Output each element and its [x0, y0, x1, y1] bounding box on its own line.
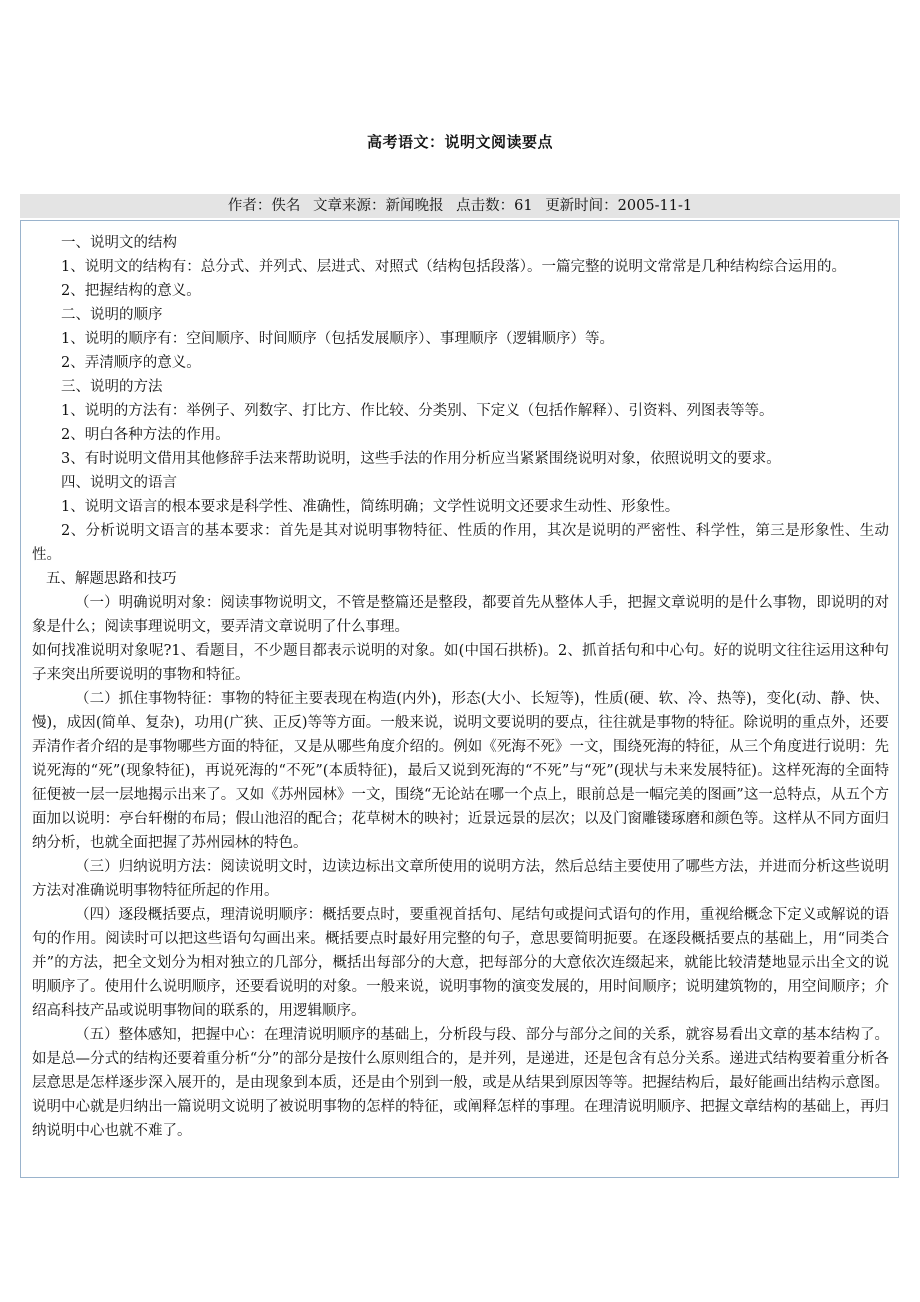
paragraph: （三）归纳说明方法：阅读说明文时，边读边标出文章所使用的说明方法，然后总结主要使用了哪些方法，并进而分析这些说明方法对准确说明事物特征所起的作用。 — [32, 859, 889, 899]
article-meta-bar — [20, 194, 900, 218]
paragraph: （五）整体感知，把握中心：在理清说明顺序的基础上，分析段与段、部分与部分之间的关系，就容易看出文章的基本结构了。如是总—分式的结构还要着重分析“分”的部分是按什么原则组合的，是并列，是递进，还是包含有总分关系。递进式结构要着重分析各层意思是怎样逐步深入展开的，是由现象到本质，还是由个别到一般，或是从结果到原因等等。把握结构后，最好能画出结构示意图。说明中心就是归纳出一篇说明文说明了被说明事物的怎样的特征，或阐释怎样的事理。在理清说明顺序、把握文章结构的基础上，再归纳说明中心也就不难了。 — [32, 1027, 889, 1139]
heading-structure: 一、说明文的结构 — [61, 235, 177, 251]
paragraph: 2、弄清顺序的意义。 — [61, 355, 201, 371]
heading-methods: 三、说明的方法 — [61, 379, 163, 395]
heading-language: 四、说明文的语言 — [61, 475, 177, 491]
meta-updated: 更新时间：2005-11-1 — [545, 198, 693, 214]
heading-techniques: 五、解题思路和技巧 — [46, 571, 177, 587]
heading-order: 二、说明的顺序 — [61, 307, 163, 323]
paragraph: 2、把握结构的意义。 — [61, 283, 201, 299]
paragraph: （二）抓住事物特征：事物的特征主要表现在构造(内外)，形态(大小、长短等)，性质(硬、软、冷、热等)，变化(动、静、快、慢)，成因(简单、复杂)，功用(广狭、正反)等等方面。一般来说，说明文要说明的要点，往往就是事物的特征。除说明的重点外，还要弄清作者介绍的是事物哪些方面的特征，又是从哪些角度介绍的。例如《死海不死》一文，围绕死海的特征，从三个角度进行说明：先说死海的“死”(现象特征)，再说死海的“不死”(本质特征)，最后又说到死海的“不死”与“死”(现状与未来发展特征)。这样死海的全面特征便被一层一层地揭示出来了。又如《苏州园林》一文，围绕“无论站在哪一个点上，眼前总是一幅完美的图画”这一总特点，从五个方面加以说明：亭台轩榭的布局；假山池沼的配合；花草树木的映衬；近景远景的层次；以及门窗雕镂琢磨和颜色等。这样从不同方面归纳分析，也就全面把握了苏州园林的特色。 — [32, 691, 889, 851]
meta-source: 文章来源：新闻晚报 — [313, 198, 444, 214]
paragraph: 2、明白各种方法的作用。 — [61, 427, 230, 443]
paragraph: 1、说明的顺序有：空间顺序、时间顺序（包括发展顺序）、事理顺序（逻辑顺序）等。 — [61, 331, 614, 347]
paragraph: 1、说明文语言的根本要求是科学性、准确性，简练明确；文学性说明文还要求生动性、形象性。 — [61, 499, 680, 515]
paragraph: 2、分析说明文语言的基本要求：首先是其对说明事物特征、性质的作用，其次是说明的严密性、科学性，第三是形象性、生动性。 — [32, 523, 889, 563]
paragraph: 3、有时说明文借用其他修辞手法来帮助说明，这些手法的作用分析应当紧紧围绕说明对象，依照说明文的要求。 — [61, 451, 781, 467]
paragraph: （四）逐段概括要点，理清说明顺序：概括要点时，要重视首括句、尾结句或提问式语句的作用，重视给概念下定义或解说的语句的作用。阅读时可以把这些语句勾画出来。概括要点时最好用完整的句子，意思要简明扼要。在逐段概括要点的基础上，用“同类合并”的方法，把全文划分为相对独立的几部分，概括出每部分的大意，把每部分的大意依次连缀起来，就能比较清楚地显示出全文的说明顺序了。使用什么说明顺序，还要看说明的对象。一般来说，说明事物的演变发展的，用时间顺序；说明建筑物的，用空间顺序；介绍高科技产品或说明事物间的联系的，用逻辑顺序。 — [32, 907, 889, 1019]
paragraph: 1、说明的方法有：举例子、列数字、打比方、作比较、分类别、下定义（包括作解释）、引资料、列图表等等。 — [61, 403, 774, 419]
paragraph: 如何找准说明对象呢?1、看题目，不少题目都表示说明的对象。如(中国石拱桥)。2、抓首括句和中心句。好的说明文往往运用这种句子来突出所要说明的事物和特征。 — [32, 643, 889, 683]
meta-author: 作者：佚名 — [227, 198, 301, 214]
paragraph: （一）明确说明对象：阅读事物说明文，不管是整篇还是整段，都要首先从整体人手，把握文章说明的是什么事物，即说明的对象是什么；阅读事理说明文，要弄清文章说明了什么事理。 — [32, 595, 889, 635]
meta-clicks: 点击数：61 — [456, 198, 533, 214]
paragraph: 1、说明文的结构有：总分式、并列式、层进式、对照式（结构包括段落）。一篇完整的说明文常常是几种结构综合运用的。 — [61, 259, 846, 275]
page-title: 高考语文：说明文阅读要点 — [366, 133, 553, 151]
article-body — [20, 220, 899, 1178]
